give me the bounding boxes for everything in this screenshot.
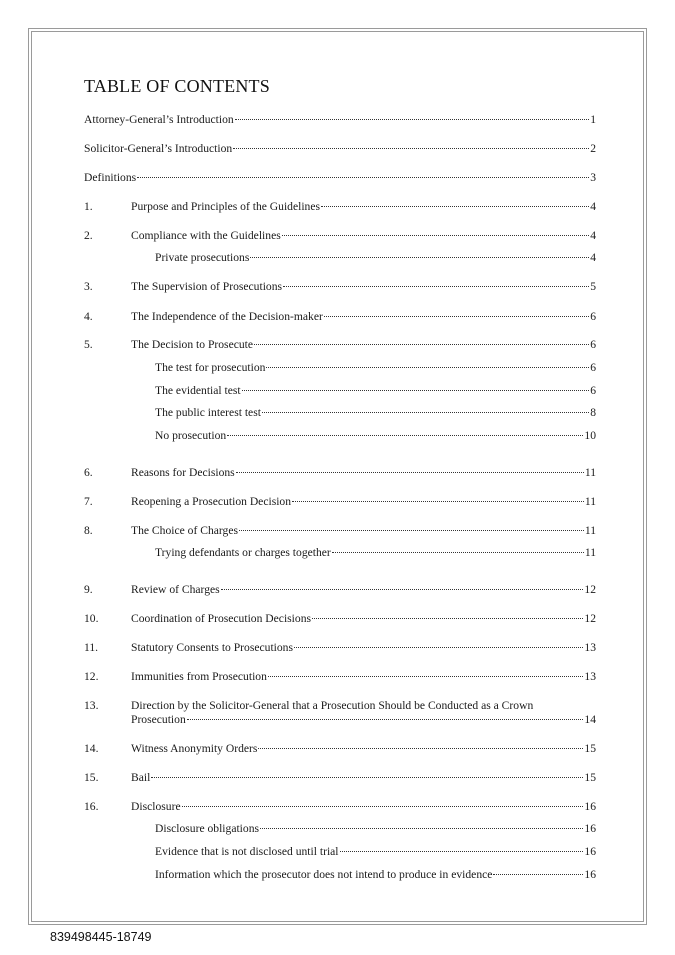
toc-page-number: 3 xyxy=(590,171,596,184)
toc-entry-title: The evidential test xyxy=(155,384,241,397)
dot-leader xyxy=(227,435,583,436)
toc-entry[interactable] xyxy=(84,495,596,509)
toc-entry-title: Prosecution xyxy=(131,713,186,726)
toc-entry[interactable] xyxy=(84,524,596,538)
dot-leader xyxy=(292,501,584,502)
toc-entry-number: 12. xyxy=(84,670,99,683)
toc-entry[interactable] xyxy=(84,546,596,560)
toc-page-number: 4 xyxy=(590,200,596,213)
dot-leader xyxy=(283,286,589,287)
toc-page-number: 5 xyxy=(590,280,596,293)
toc-page-number: 10 xyxy=(584,429,596,442)
dot-leader xyxy=(233,148,589,149)
dot-leader xyxy=(282,235,589,236)
toc-entry-title: Purpose and Principles of the Guidelines xyxy=(131,200,321,213)
toc-entry-title: Attorney-General’s Introduction xyxy=(84,113,234,126)
dot-leader xyxy=(260,828,583,829)
toc-entry[interactable] xyxy=(84,868,596,882)
toc-entry-title: Reopening a Prosecution Decision xyxy=(131,495,292,508)
dot-leader xyxy=(294,647,583,648)
toc-page-number: 16 xyxy=(584,822,596,835)
toc-page-number: 13 xyxy=(584,641,596,654)
dot-leader xyxy=(239,530,584,531)
dot-leader xyxy=(221,589,584,590)
toc-entry[interactable] xyxy=(84,822,596,836)
toc-page-number: 13 xyxy=(584,670,596,683)
toc-entry[interactable] xyxy=(84,251,596,265)
toc-entry-title: Definitions xyxy=(84,171,137,184)
toc-page-number: 15 xyxy=(584,771,596,784)
toc-entry-title: Trying defendants or charges together xyxy=(155,546,331,559)
toc-entry[interactable] xyxy=(84,742,596,756)
toc-entry-title: Witness Anonymity Orders xyxy=(131,742,258,755)
toc-entry-text: Direction by the Solicitor-General that a Prosecution Should be Conducted as a Crown xyxy=(131,699,534,712)
toc-entry-number: 2. xyxy=(84,229,93,242)
toc-entry-number: 4. xyxy=(84,310,93,323)
dot-leader xyxy=(312,618,583,619)
toc-entry-title: Reasons for Decisions xyxy=(131,466,235,479)
toc-entry-title: Review of Charges xyxy=(131,583,220,596)
toc-entry-title: Immunities from Prosecution xyxy=(131,670,267,683)
toc-entry-title: Evidence that is not disclosed until trial xyxy=(155,845,339,858)
dot-leader xyxy=(236,472,584,473)
toc-page-number: 16 xyxy=(584,800,596,813)
toc-entry[interactable] xyxy=(84,771,596,785)
toc-page-number: 16 xyxy=(584,868,596,881)
toc-entry-title: Disclosure obligations xyxy=(155,822,260,835)
toc-entry-number: 10. xyxy=(84,612,99,625)
toc-entry[interactable] xyxy=(84,171,596,185)
dot-leader xyxy=(332,552,584,553)
toc-entry[interactable] xyxy=(84,310,596,324)
toc-entry[interactable] xyxy=(84,113,596,127)
toc-entry[interactable] xyxy=(84,713,596,727)
toc-entry[interactable] xyxy=(84,670,596,684)
toc-entry-title: Solicitor-General’s Introduction xyxy=(84,142,233,155)
toc-page-number: 6 xyxy=(590,361,596,374)
dot-leader xyxy=(182,806,584,807)
toc-entry[interactable] xyxy=(84,280,596,294)
toc-entry[interactable] xyxy=(84,800,596,814)
toc-entry-title: No prosecution xyxy=(155,429,227,442)
toc-entry-title: The test for prosecution xyxy=(155,361,266,374)
toc-entry-number: 3. xyxy=(84,280,93,293)
toc-entry-number: 7. xyxy=(84,495,93,508)
toc-page-number: 11 xyxy=(584,524,596,537)
dot-leader xyxy=(187,719,584,720)
toc-entry-title: Coordination of Prosecution Decisions xyxy=(131,612,312,625)
toc-entry-number: 14. xyxy=(84,742,99,755)
toc-entry-title: Private prosecutions xyxy=(155,251,250,264)
toc-entry[interactable] xyxy=(84,466,596,480)
toc-entry-number: 1. xyxy=(84,200,93,213)
toc-entry-number: 13. xyxy=(84,699,99,712)
toc-entry-number: 8. xyxy=(84,524,93,537)
toc-entry-title: Statutory Consents to Prosecutions xyxy=(131,641,293,654)
toc-page-number: 2 xyxy=(590,142,596,155)
toc-entry-number: 15. xyxy=(84,771,99,784)
toc-entry-title: Compliance with the Guidelines xyxy=(131,229,281,242)
dot-leader xyxy=(235,119,589,120)
toc-entry[interactable] xyxy=(84,200,596,214)
document-id: 839498445-18749 xyxy=(50,930,152,944)
dot-leader xyxy=(258,748,583,749)
toc-entry[interactable] xyxy=(84,229,596,243)
toc-entry-number: 11. xyxy=(84,641,99,654)
toc-entry-title: The Independence of the Decision-maker xyxy=(131,310,323,323)
toc-page-number: 4 xyxy=(590,251,596,264)
toc-page-number: 8 xyxy=(590,406,596,419)
toc-page-number: 14 xyxy=(584,713,596,726)
dot-leader xyxy=(266,367,589,368)
toc-entry-title: Disclosure xyxy=(131,800,181,813)
toc-entry-number: 6. xyxy=(84,466,93,479)
toc-page-number: 12 xyxy=(584,612,596,625)
toc-page-number: 11 xyxy=(584,546,596,559)
toc-page-number: 6 xyxy=(590,310,596,323)
toc-entry[interactable] xyxy=(84,612,596,626)
toc-entry[interactable] xyxy=(84,429,596,443)
dot-leader xyxy=(268,676,584,677)
toc-entry[interactable] xyxy=(84,641,596,655)
dot-leader xyxy=(151,777,583,778)
toc-entry-title: The public interest test xyxy=(155,406,261,419)
toc-page-number: 16 xyxy=(584,845,596,858)
toc-entry-title: The Supervision of Prosecutions xyxy=(131,280,283,293)
toc-entry-title: The Choice of Charges xyxy=(131,524,238,537)
dot-leader xyxy=(262,412,589,413)
toc-page-number: 11 xyxy=(584,495,596,508)
dot-leader xyxy=(137,177,589,178)
toc-entry[interactable] xyxy=(84,384,596,398)
toc-entry[interactable] xyxy=(84,142,596,156)
toc-entry[interactable] xyxy=(84,583,596,597)
toc-entry[interactable] xyxy=(84,845,596,859)
dot-leader xyxy=(254,344,589,345)
dot-leader xyxy=(324,316,589,317)
toc-entry[interactable] xyxy=(84,406,596,420)
toc-entry-title: The Decision to Prosecute xyxy=(131,338,254,351)
toc-page-number: 1 xyxy=(590,113,596,126)
toc-entry-number: 5. xyxy=(84,338,93,351)
toc-entry-number: 9. xyxy=(84,583,93,596)
dot-leader xyxy=(340,851,584,852)
dot-leader xyxy=(250,257,589,258)
toc-page-number: 12 xyxy=(584,583,596,596)
toc-page-number: 6 xyxy=(590,338,596,351)
toc-entry-title: Bail xyxy=(131,771,151,784)
page-title: TABLE OF CONTENTS xyxy=(84,76,270,96)
toc-page-number: 11 xyxy=(584,466,596,479)
toc-page-number: 15 xyxy=(584,742,596,755)
toc-entry[interactable] xyxy=(84,338,596,352)
dot-leader xyxy=(242,390,590,391)
toc-page-number: 6 xyxy=(590,384,596,397)
dot-leader xyxy=(321,206,589,207)
dot-leader xyxy=(493,874,583,875)
toc-page-number: 4 xyxy=(590,229,596,242)
toc-entry-title: Information which the prosecutor does not intend to produce in evidence xyxy=(155,868,493,881)
toc-entry-number: 16. xyxy=(84,800,99,813)
toc-entry[interactable] xyxy=(84,361,596,375)
